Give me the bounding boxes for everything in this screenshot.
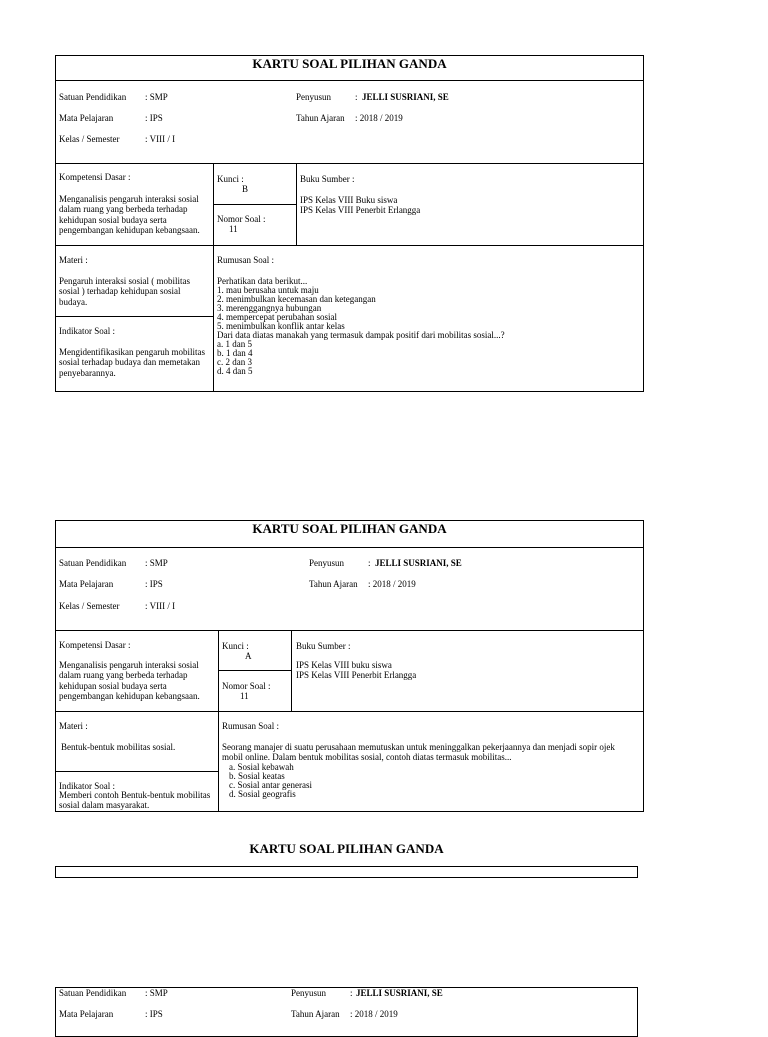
satuan-label: Satuan Pendidikan [59, 92, 127, 102]
buku-item: IPS Kelas VIII Penerbit Erlangga [296, 670, 417, 680]
materi-text: Pengaruh interaksi sosial ( mobilitas sosial ) terhadap kehidupan sosial budaya. [59, 276, 190, 307]
rumusan-label: Rumusan Soal : [217, 255, 275, 265]
penyusun-colon: : [368, 558, 371, 568]
nomor-label: Nomor Soal : [222, 681, 271, 691]
indikator-label: Indikator Soal : [59, 781, 115, 791]
buku-label: Buku Sumber : [300, 174, 355, 184]
column-divider [296, 163, 297, 245]
soal-option: b. 1 dan 4 [217, 348, 253, 358]
card-title: KARTU SOAL PILIHAN GANDA [249, 841, 444, 856]
soal-line: 2. menimbulkan kecemasan dan ketegangan [217, 294, 376, 304]
tahun-label: Tahun Ajaran [296, 113, 345, 123]
soal-option: a. 1 dan 5 [217, 339, 252, 349]
soal-line: 5. menimbulkan konflik antar kelas [217, 321, 345, 331]
soal-line: 4. mempercepat perubahan sosial [217, 312, 337, 322]
penyusun-label: Penyusun [296, 92, 332, 102]
divider [55, 245, 644, 246]
nomor-value: 11 [240, 691, 249, 701]
tahun-label: Tahun Ajaran [309, 579, 358, 589]
divider [55, 771, 218, 772]
tahun-value: : 2018 / 2019 [355, 113, 403, 123]
nomor-value: 11 [229, 224, 238, 234]
nomor-label: Nomor Soal : [217, 214, 266, 224]
divider [213, 204, 296, 205]
kelas-label: Kelas / Semester [59, 601, 120, 611]
kunci-label: Kunci : [222, 641, 249, 651]
mapel-label: Mata Pelajaran [59, 1009, 114, 1019]
materi-text: Bentuk-bentuk mobilitas sosial. [61, 742, 176, 752]
soal-option: b. Sosial keatas [229, 771, 285, 781]
soal-intro: Seorang manajer di suatu perusahaan memutuskan untuk meninggalkan pekerjaannya dan menjadi sopir ojek mobil online. Dalam bentuk mobilitas sosial, contoh diatas termasuk mobilitas... [222, 742, 615, 763]
kd-label: Kompetensi Dasar : [59, 640, 131, 650]
kunci-value: A [245, 651, 252, 661]
materi-label: Materi : [59, 721, 88, 731]
divider [55, 547, 644, 548]
penyusun-value: JELLI SUSRIANI, SE [356, 988, 443, 998]
indikator-label: Indikator Soal : [59, 326, 115, 336]
materi-label: Materi : [59, 255, 88, 265]
soal-option: c. 2 dan 3 [217, 357, 252, 367]
kd-text: Menganalisis pengaruh interaksi sosial dalam ruang yang berbeda terhadap kehidupan sosial budaya serta pengembangan kehidupan kebangsaan. [59, 660, 200, 702]
buku-label: Buku Sumber : [296, 641, 351, 651]
penyusun-label: Penyusun [309, 558, 345, 568]
mapel-value: : IPS [145, 1009, 163, 1019]
satuan-value: : SMP [145, 988, 168, 998]
card-title: KARTU SOAL PILIHAN GANDA [252, 521, 447, 536]
soal-line: 3. merenggangnya hubungan [217, 303, 322, 313]
column-divider [218, 630, 219, 812]
satuan-label: Satuan Pendidikan [59, 988, 127, 998]
satuan-label: Satuan Pendidikan [59, 558, 127, 568]
kd-text: Menganalisis pengaruh interaksi sosial dalam ruang yang berbeda terhadap kehidupan sosial budaya serta pengembangan kehidupan kebangsaan. [59, 194, 200, 236]
card-title: KARTU SOAL PILIHAN GANDA [252, 56, 447, 71]
kelas-label: Kelas / Semester [59, 134, 120, 144]
kelas-value: : VIII / I [145, 134, 176, 144]
satuan-value: : SMP [145, 92, 168, 102]
tahun-label: Tahun Ajaran [291, 1009, 340, 1019]
indikator-text: Mengidentifikasikan pengaruh mobilitas sosial terhadap budaya dan memetakan penyebarannya. [59, 347, 205, 378]
indikator-text: Memberi contoh Bentuk-bentuk mobilitas sosial dalam masyarakat. [59, 790, 211, 811]
mapel-value: : IPS [145, 113, 163, 123]
penyusun-colon: : [355, 92, 358, 102]
soal-line: Perhatikan data berikut... [217, 276, 308, 286]
penyusun-value: JELLI SUSRIANI, SE [375, 558, 462, 568]
divider [55, 316, 213, 317]
divider [55, 630, 644, 631]
tahun-value: : 2018 / 2019 [368, 579, 416, 589]
soal-line: 1. mau berusaha untuk maju [217, 285, 319, 295]
buku-item: IPS Kelas VIII Penerbit Erlangga [300, 205, 421, 215]
mapel-label: Mata Pelajaran [59, 113, 114, 123]
penyusun-value: JELLI SUSRIANI, SE [362, 92, 449, 102]
column-divider [291, 630, 292, 711]
divider [55, 80, 644, 81]
kunci-label: Kunci : [217, 174, 244, 184]
kelas-value: : VIII / I [145, 601, 176, 611]
satuan-value: : SMP [145, 558, 168, 568]
divider [55, 163, 644, 164]
penyusun-label: Penyusun [291, 988, 327, 998]
mapel-label: Mata Pelajaran [59, 579, 114, 589]
kd-label: Kompetensi Dasar : [59, 172, 131, 182]
soal-line: Dari data diatas manakah yang termasuk dampak positif dari mobilitas sosial...? [217, 330, 505, 340]
soal-option: a. Sosial kebawah [229, 762, 294, 772]
buku-item: IPS Kelas VIII buku siswa [296, 660, 392, 670]
soal-option: d. 4 dan 5 [217, 366, 253, 376]
divider [218, 670, 291, 671]
column-divider [213, 163, 214, 392]
title-strip [55, 866, 638, 878]
soal-option: c. Sosial antar generasi [229, 780, 312, 790]
divider [55, 711, 644, 712]
buku-item: IPS Kelas VIII Buku siswa [300, 195, 398, 205]
tahun-value: : 2018 / 2019 [350, 1009, 398, 1019]
rumusan-label: Rumusan Soal : [222, 721, 280, 731]
penyusun-colon: : [350, 988, 353, 998]
mapel-value: : IPS [145, 579, 163, 589]
soal-option: d. Sosial geografis [229, 789, 296, 799]
kunci-value: B [242, 184, 249, 194]
card-border [55, 987, 638, 1037]
